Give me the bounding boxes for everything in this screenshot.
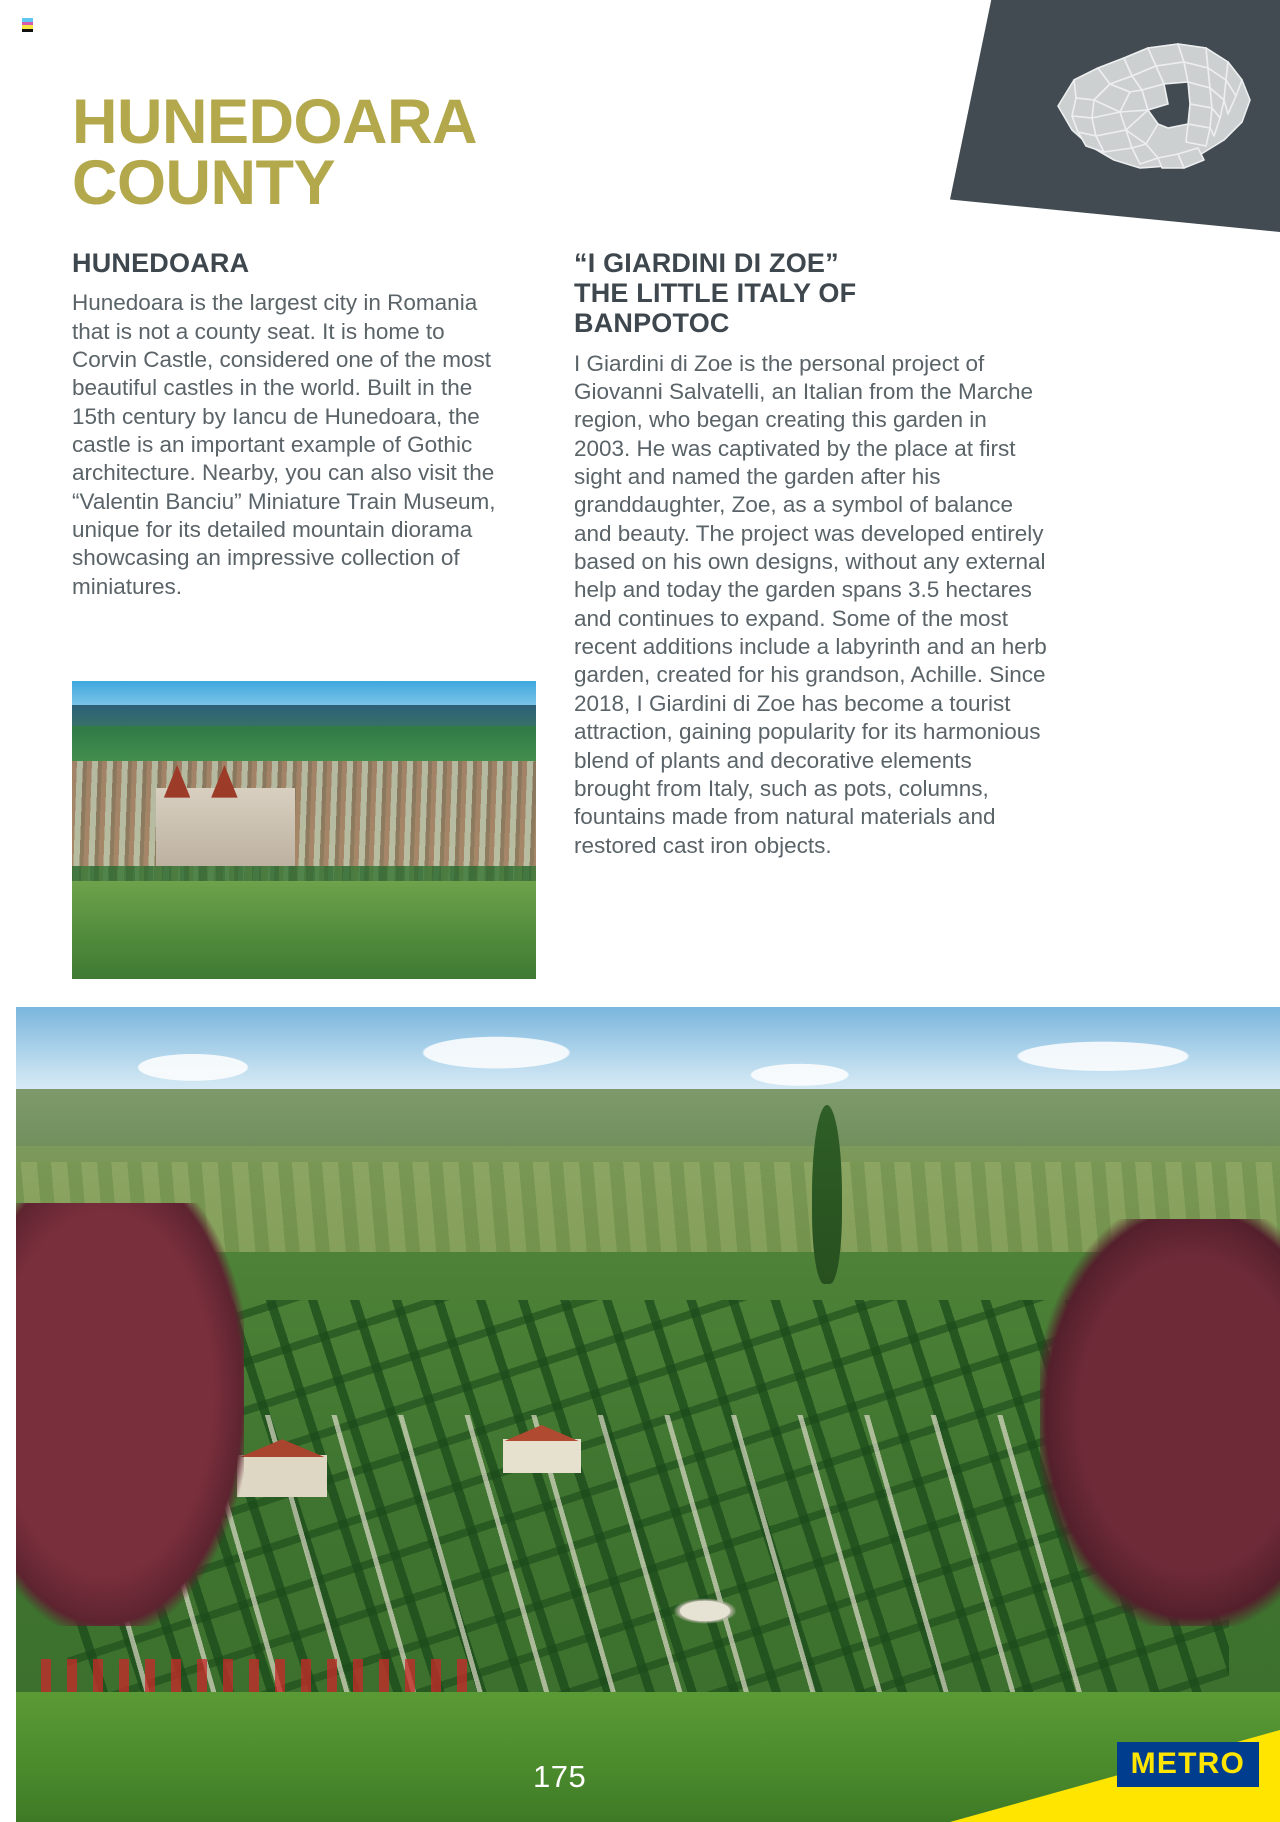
garden-villa-left <box>237 1455 327 1497</box>
county-map-panel <box>950 0 1280 232</box>
metro-logo: METRO <box>1117 1742 1259 1787</box>
romania-county-map-icon <box>1028 18 1278 208</box>
garden-villa-right <box>503 1439 581 1473</box>
right-column-heading <box>574 248 1048 339</box>
page-title <box>72 87 712 219</box>
garden-copper-beech-left <box>16 1203 244 1627</box>
photo-corvin-castle <box>156 788 295 865</box>
print-registration-mark <box>22 18 33 32</box>
i-giardini-di-zoe-panorama <box>16 1007 1280 1822</box>
page-title-line2: COUNTY <box>72 148 335 219</box>
reg-bar-black <box>22 29 33 33</box>
garden-copper-beech-right <box>1040 1219 1280 1627</box>
page-number: 175 <box>533 1759 587 1794</box>
left-column-heading: HUNEDOARA <box>72 248 250 278</box>
right-heading-line3: BANPOTOC <box>574 308 730 339</box>
right-heading-line1: “I GIARDINI DI ZOE” <box>574 248 839 278</box>
photo-fields <box>72 881 536 979</box>
garden-fountain <box>673 1598 737 1624</box>
page-title-line1: HUNEDOARA <box>72 87 477 157</box>
photo-town <box>72 761 536 880</box>
right-heading-line2: THE LITTLE ITALY OF <box>574 278 857 309</box>
hunedoara-corvin-castle-photo <box>72 681 536 979</box>
garden-poplar-tree <box>812 1105 842 1284</box>
left-column-body: Hunedoara is the largest city in Romania that is not a county seat. It is home to Corvin Castle, considered one of the most beautiful castles in the world. Built in the 15th century by Iancu de Hunedoara, the castle is an important example of Gothic architecture. Nearby, you can also visit the “Valentin Banciu” Miniature Train Museum, unique for its detailed mountain diorama showcasing an impressive collection of miniatures. <box>72 290 496 599</box>
right-column <box>574 248 1048 860</box>
right-column-body: I Giardini di Zoe is the personal project of Giovanni Salvatelli, an Italian from the Marche region, who began creating this garden in 2003. He was captivated by the place at first sight and named the garden after his granddaughter, Zoe, as a symbol of balance and beauty. The project was developed entirely based on his own designs, without any external help and today the garden spans 3.5 hectares and continues to expand. Some of the most recent additions include a labyrinth and an herb garden, created for his grandson, Achille. Since 2018, I Giardini di Zoe has become a tourist attraction, gaining popularity for its harmonious blend of plants and decorative elements brought from Italy, such as pots, columns, fountains made from natural materials and restored cast iron objects. <box>574 350 1047 858</box>
garden-clouds <box>16 1023 1280 1096</box>
